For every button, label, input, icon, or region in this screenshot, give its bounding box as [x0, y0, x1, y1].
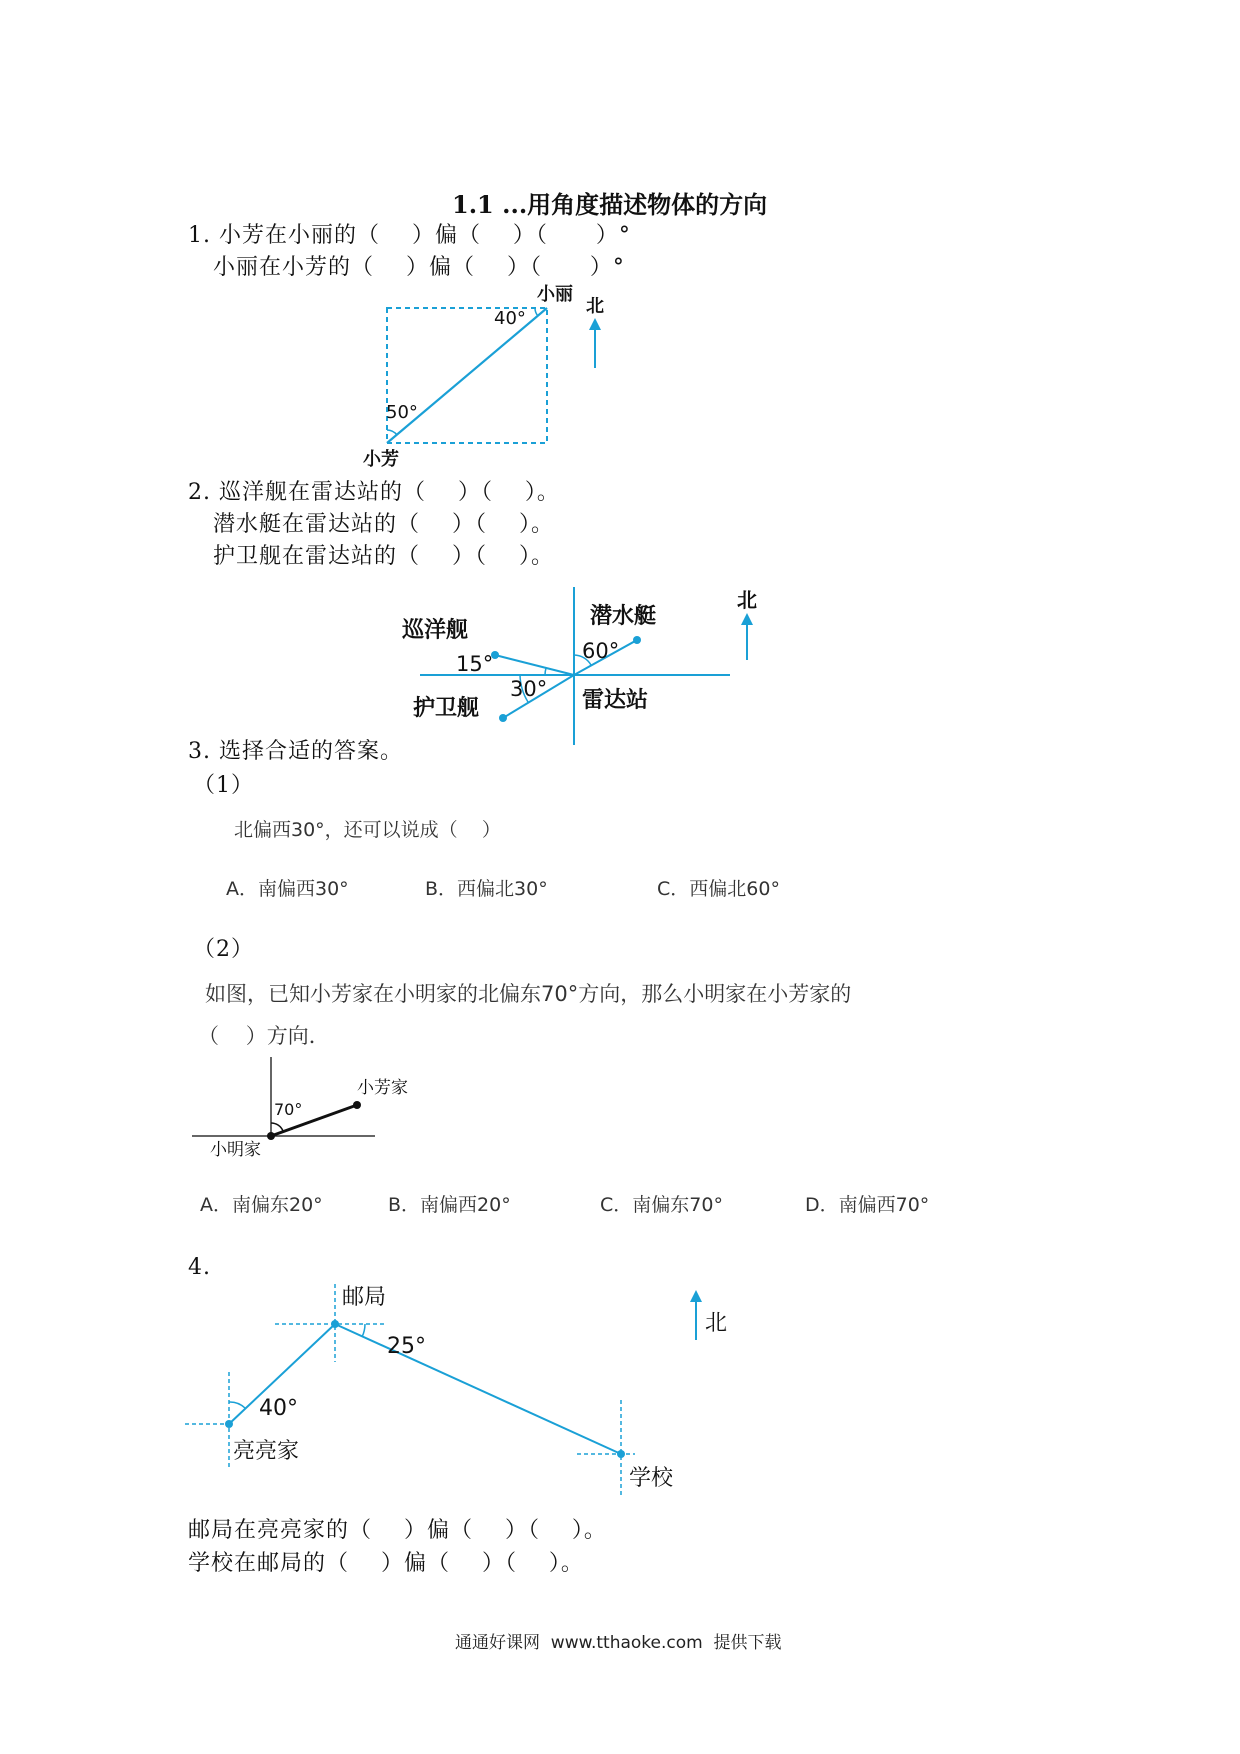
q2-label-frigate: 护卫舰: [413, 696, 480, 721]
q2-angle-60: 60°: [582, 639, 620, 663]
q4-line1: 邮局在亮亮家的（ ）偏（ ）（ ）。: [188, 1518, 607, 1543]
q4-angle-25: 25°: [387, 1334, 426, 1359]
q4-route-post-school: [335, 1324, 621, 1454]
q4-north-label: 北: [705, 1311, 728, 1336]
q3-diagram: [190, 1055, 430, 1165]
q3-p1-num: （1）: [193, 773, 254, 798]
page-title: 1.1 ...用角度描述物体的方向: [452, 190, 768, 219]
q4-angle-40: 40°: [259, 1396, 298, 1421]
north-arrow-icon: [690, 1290, 702, 1302]
q3-point-xiaoming: [267, 1132, 275, 1140]
q1-angle-50: 50°: [386, 402, 418, 423]
q4-num: 4.: [188, 1255, 211, 1280]
q3-p2-question: 如图，已知小芳家在小明家的北偏东70°方向，那么小明家在小芳家的: [205, 982, 852, 1006]
q3-point-xiaofang: [353, 1101, 361, 1109]
q1-diagram: [360, 280, 620, 470]
q2-label-cruiser: 巡洋舰: [402, 618, 469, 643]
q2-label-submarine: 潜水艇: [590, 604, 657, 629]
q3-p1-question: 北偏西30°，还可以说成（ ）: [234, 819, 501, 841]
q3-p2-option-d: D．南偏西70°: [805, 1194, 930, 1216]
q1-north-label: 北: [586, 296, 604, 317]
q2-line3: 护卫舰在雷达站的（ ）（ ）。: [213, 544, 554, 569]
q3-p2-question-2: （ ）方向．: [198, 1024, 330, 1048]
q2-north-label: 北: [737, 588, 757, 612]
q1-label-xiaoli: 小丽: [537, 284, 573, 305]
q1-angle-arc-b: [387, 430, 397, 435]
q2-angle-30: 30°: [510, 677, 548, 701]
q3-p1-option-c: C．西偏北60°: [657, 878, 780, 900]
q3-label-xiaoming-home: 小明家: [210, 1140, 261, 1160]
q4-label-liang: 亮亮家: [233, 1439, 300, 1464]
q4-line2: 学校在邮局的（ ）偏（ ）（ ）。: [188, 1551, 584, 1576]
q2-label-radar: 雷达站: [582, 688, 649, 713]
q4-arc-40: [229, 1402, 245, 1408]
q1-label-xiaofang: 小芳: [363, 449, 399, 470]
q4-point-post: [331, 1320, 339, 1328]
q3-label-xiaofang-home: 小芳家: [357, 1078, 408, 1098]
q4-point-school: [617, 1450, 625, 1458]
page-footer: 通通好课网 www.tthaoke.com 提供下载: [455, 1633, 782, 1653]
q3-p2-option-b: B．南偏西20°: [388, 1194, 511, 1216]
q4-label-school: 学校: [629, 1466, 674, 1491]
q3-arc-70: [271, 1123, 283, 1131]
q3-p2-num: （2）: [193, 937, 254, 962]
q2-arc-15: [545, 668, 546, 675]
q2-cruiser-line: [495, 655, 574, 675]
q2-frigate-point: [499, 714, 507, 722]
q3-angle-70: 70°: [274, 1100, 303, 1119]
north-arrow-icon: [741, 613, 753, 625]
q2-line1: 2. 巡洋舰在雷达站的（ ）（ ）。: [188, 480, 560, 505]
q2-line2: 潜水艇在雷达站的（ ）（ ）。: [213, 512, 554, 537]
north-arrow-icon: [589, 318, 601, 330]
q1-line1: 1. 小芳在小丽的（ ）偏（ ）（ ）°: [188, 223, 631, 248]
q4-diagram: [185, 1280, 745, 1510]
q2-submarine-point: [633, 636, 641, 644]
q2-angle-15: 15°: [456, 652, 494, 676]
q1-angle-40: 40°: [494, 308, 526, 329]
q3-heading: 3. 选择合适的答案。: [188, 739, 403, 764]
q1-line2: 小丽在小芳的（ ）偏（ ）（ ）°: [213, 255, 625, 280]
q3-p2-option-c: C．南偏东70°: [600, 1194, 723, 1216]
q4-arc-25: [362, 1324, 365, 1337]
q3-p2-option-a: A．南偏东20°: [200, 1194, 323, 1216]
q1-angle-arc-a: [535, 308, 538, 316]
q3-p1-option-b: B．西偏北30°: [425, 878, 548, 900]
q4-label-post: 邮局: [342, 1285, 387, 1310]
q4-point-liang: [225, 1420, 233, 1428]
q3-p1-option-a: A．南偏西30°: [226, 878, 349, 900]
q2-diagram: [400, 585, 770, 745]
